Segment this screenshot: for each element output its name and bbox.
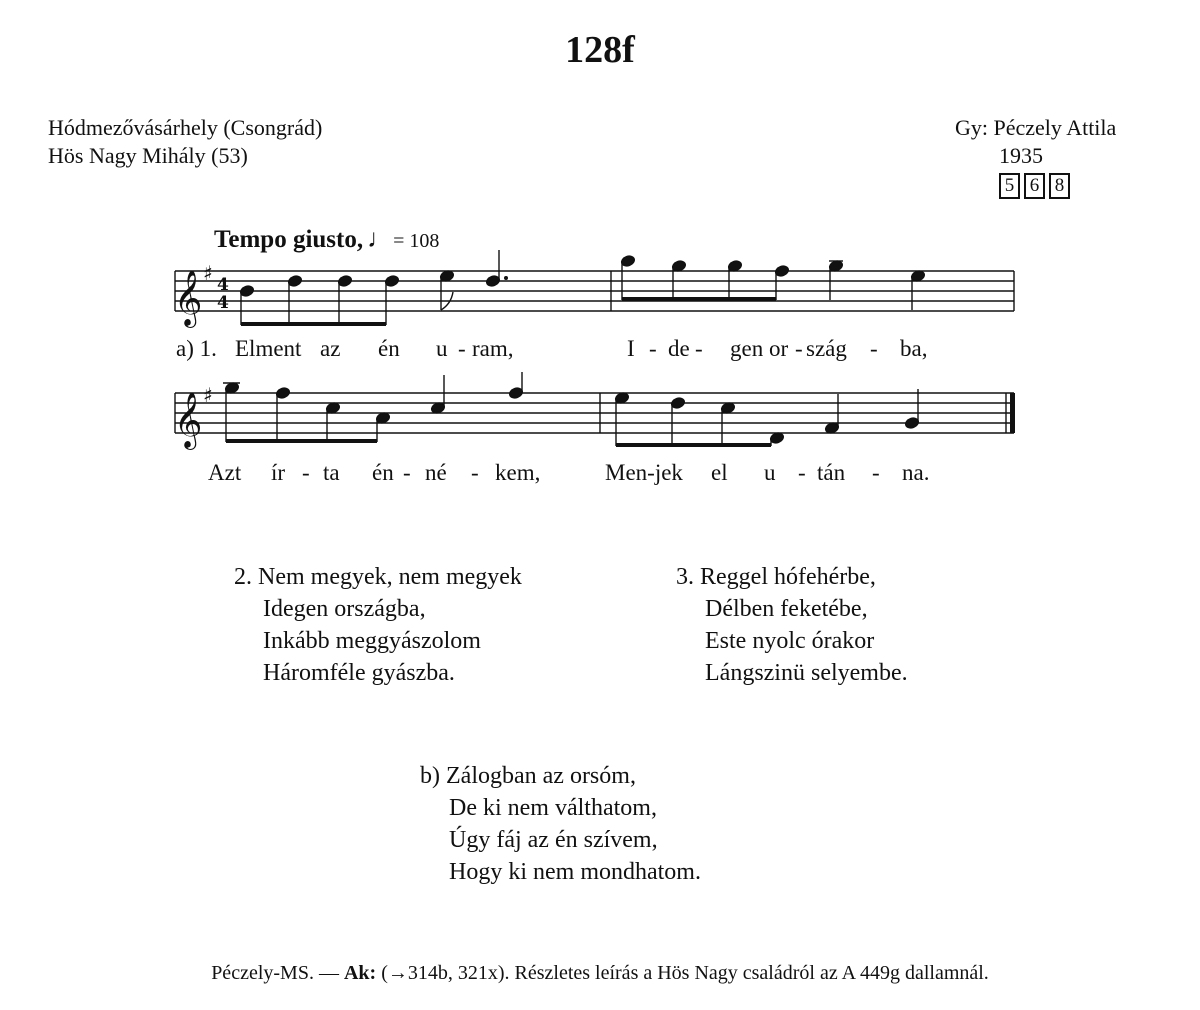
syllable: - xyxy=(872,460,880,485)
stanza-line: Este nyolc órakor xyxy=(705,628,875,654)
syllable: - xyxy=(471,460,479,485)
syllable: tán xyxy=(817,460,846,485)
variant-b xyxy=(420,760,701,888)
sharp-icon: ♯ xyxy=(203,383,213,407)
syllable: u xyxy=(436,336,448,361)
syllable: - xyxy=(649,336,657,361)
stanza-line: Úgy fáj az én szívem, xyxy=(449,827,658,853)
quarter-note-icon: ♩ xyxy=(367,224,394,253)
stanza-line: 2. Nem megyek, nem megyek xyxy=(234,564,522,590)
footnote: Péczely-MS. — Ak: (→314b, 321x). Részletes leírás a Hös Nagy családról az A 449g dallamnál. xyxy=(211,962,989,984)
stanza-line: Háromféle gyászba. xyxy=(263,660,455,686)
syllable: ta xyxy=(323,460,340,485)
syllable: - xyxy=(403,460,411,485)
staff-2 xyxy=(0,372,1200,462)
syllable: gen xyxy=(730,336,764,361)
class-box: 5 xyxy=(999,173,1020,199)
stanza-line: De ki nem válthatom, xyxy=(449,795,657,821)
stanza-line: Idegen országba, xyxy=(263,596,426,622)
stanza-line: Hogy ki nem mondhatom. xyxy=(449,859,701,885)
stanza-line: Délben feketébe, xyxy=(705,596,868,622)
syllable: kem, xyxy=(495,460,541,485)
stanza-2 xyxy=(234,561,522,689)
syllable: el xyxy=(711,460,728,485)
source-info xyxy=(48,114,322,170)
sharp-icon: ♯ xyxy=(203,261,213,285)
time-signature: 4 xyxy=(217,275,229,295)
staff-1 xyxy=(0,250,1200,340)
syllable: Elment xyxy=(235,336,302,361)
stanza-line: b) Zálogban az orsóm, xyxy=(420,763,636,789)
syllable: az xyxy=(320,336,341,361)
year: 1935 xyxy=(999,143,1043,168)
stanza-line: Lángszinü selyembe. xyxy=(705,660,908,686)
syllable: - xyxy=(798,460,806,485)
syllable: - xyxy=(795,336,803,361)
syllable: de xyxy=(668,336,690,361)
classification-boxes xyxy=(999,170,1074,199)
syllable: szág xyxy=(806,336,847,361)
syllable: én xyxy=(378,336,400,361)
treble-clef-icon: 𝄞 xyxy=(174,270,203,326)
syllable: én xyxy=(372,460,394,485)
syllable: - xyxy=(458,336,466,361)
class-box: 8 xyxy=(1049,173,1070,199)
collector-info xyxy=(955,114,1116,199)
syllable: ba, xyxy=(900,336,928,361)
syllable: ír xyxy=(271,460,286,485)
syllable: I xyxy=(627,336,635,361)
stanza-number: 3. xyxy=(676,564,694,590)
footnote-bold: Ak: xyxy=(343,962,377,984)
syllable: ram, xyxy=(472,336,514,361)
syllable: u xyxy=(764,460,776,485)
singer: Hös Nagy Mihály (53) xyxy=(48,143,248,168)
class-box: 6 xyxy=(1024,173,1045,199)
stanza-number: 2. xyxy=(234,564,252,590)
syllable: - xyxy=(695,336,703,361)
syllable: né xyxy=(425,460,447,485)
treble-clef-icon: 𝄞 xyxy=(174,392,203,448)
syllable: na. xyxy=(902,460,930,485)
variant-label: b) xyxy=(420,763,440,789)
stanza-line: Inkább meggyászolom xyxy=(263,628,481,654)
svg-text:4: 4 xyxy=(217,293,229,313)
syllable: or xyxy=(769,336,789,361)
tempo-value: = 108 xyxy=(393,230,440,252)
place: Hódmezővásárhely (Csongrád) xyxy=(48,115,323,140)
syllable: - xyxy=(870,336,878,361)
stanza-line: 3. Reggel hófehérbe, xyxy=(676,564,876,590)
stanza-3 xyxy=(676,561,908,689)
collector: Gy: Péczely Attila xyxy=(955,115,1117,140)
syllable: Azt xyxy=(208,460,242,485)
verse-label: a) 1. xyxy=(176,336,217,361)
syllable: Men-jek xyxy=(605,460,683,485)
syllable: - xyxy=(302,460,310,485)
page-title: 128f xyxy=(565,29,635,71)
tempo-text: Tempo giusto, xyxy=(214,226,364,253)
